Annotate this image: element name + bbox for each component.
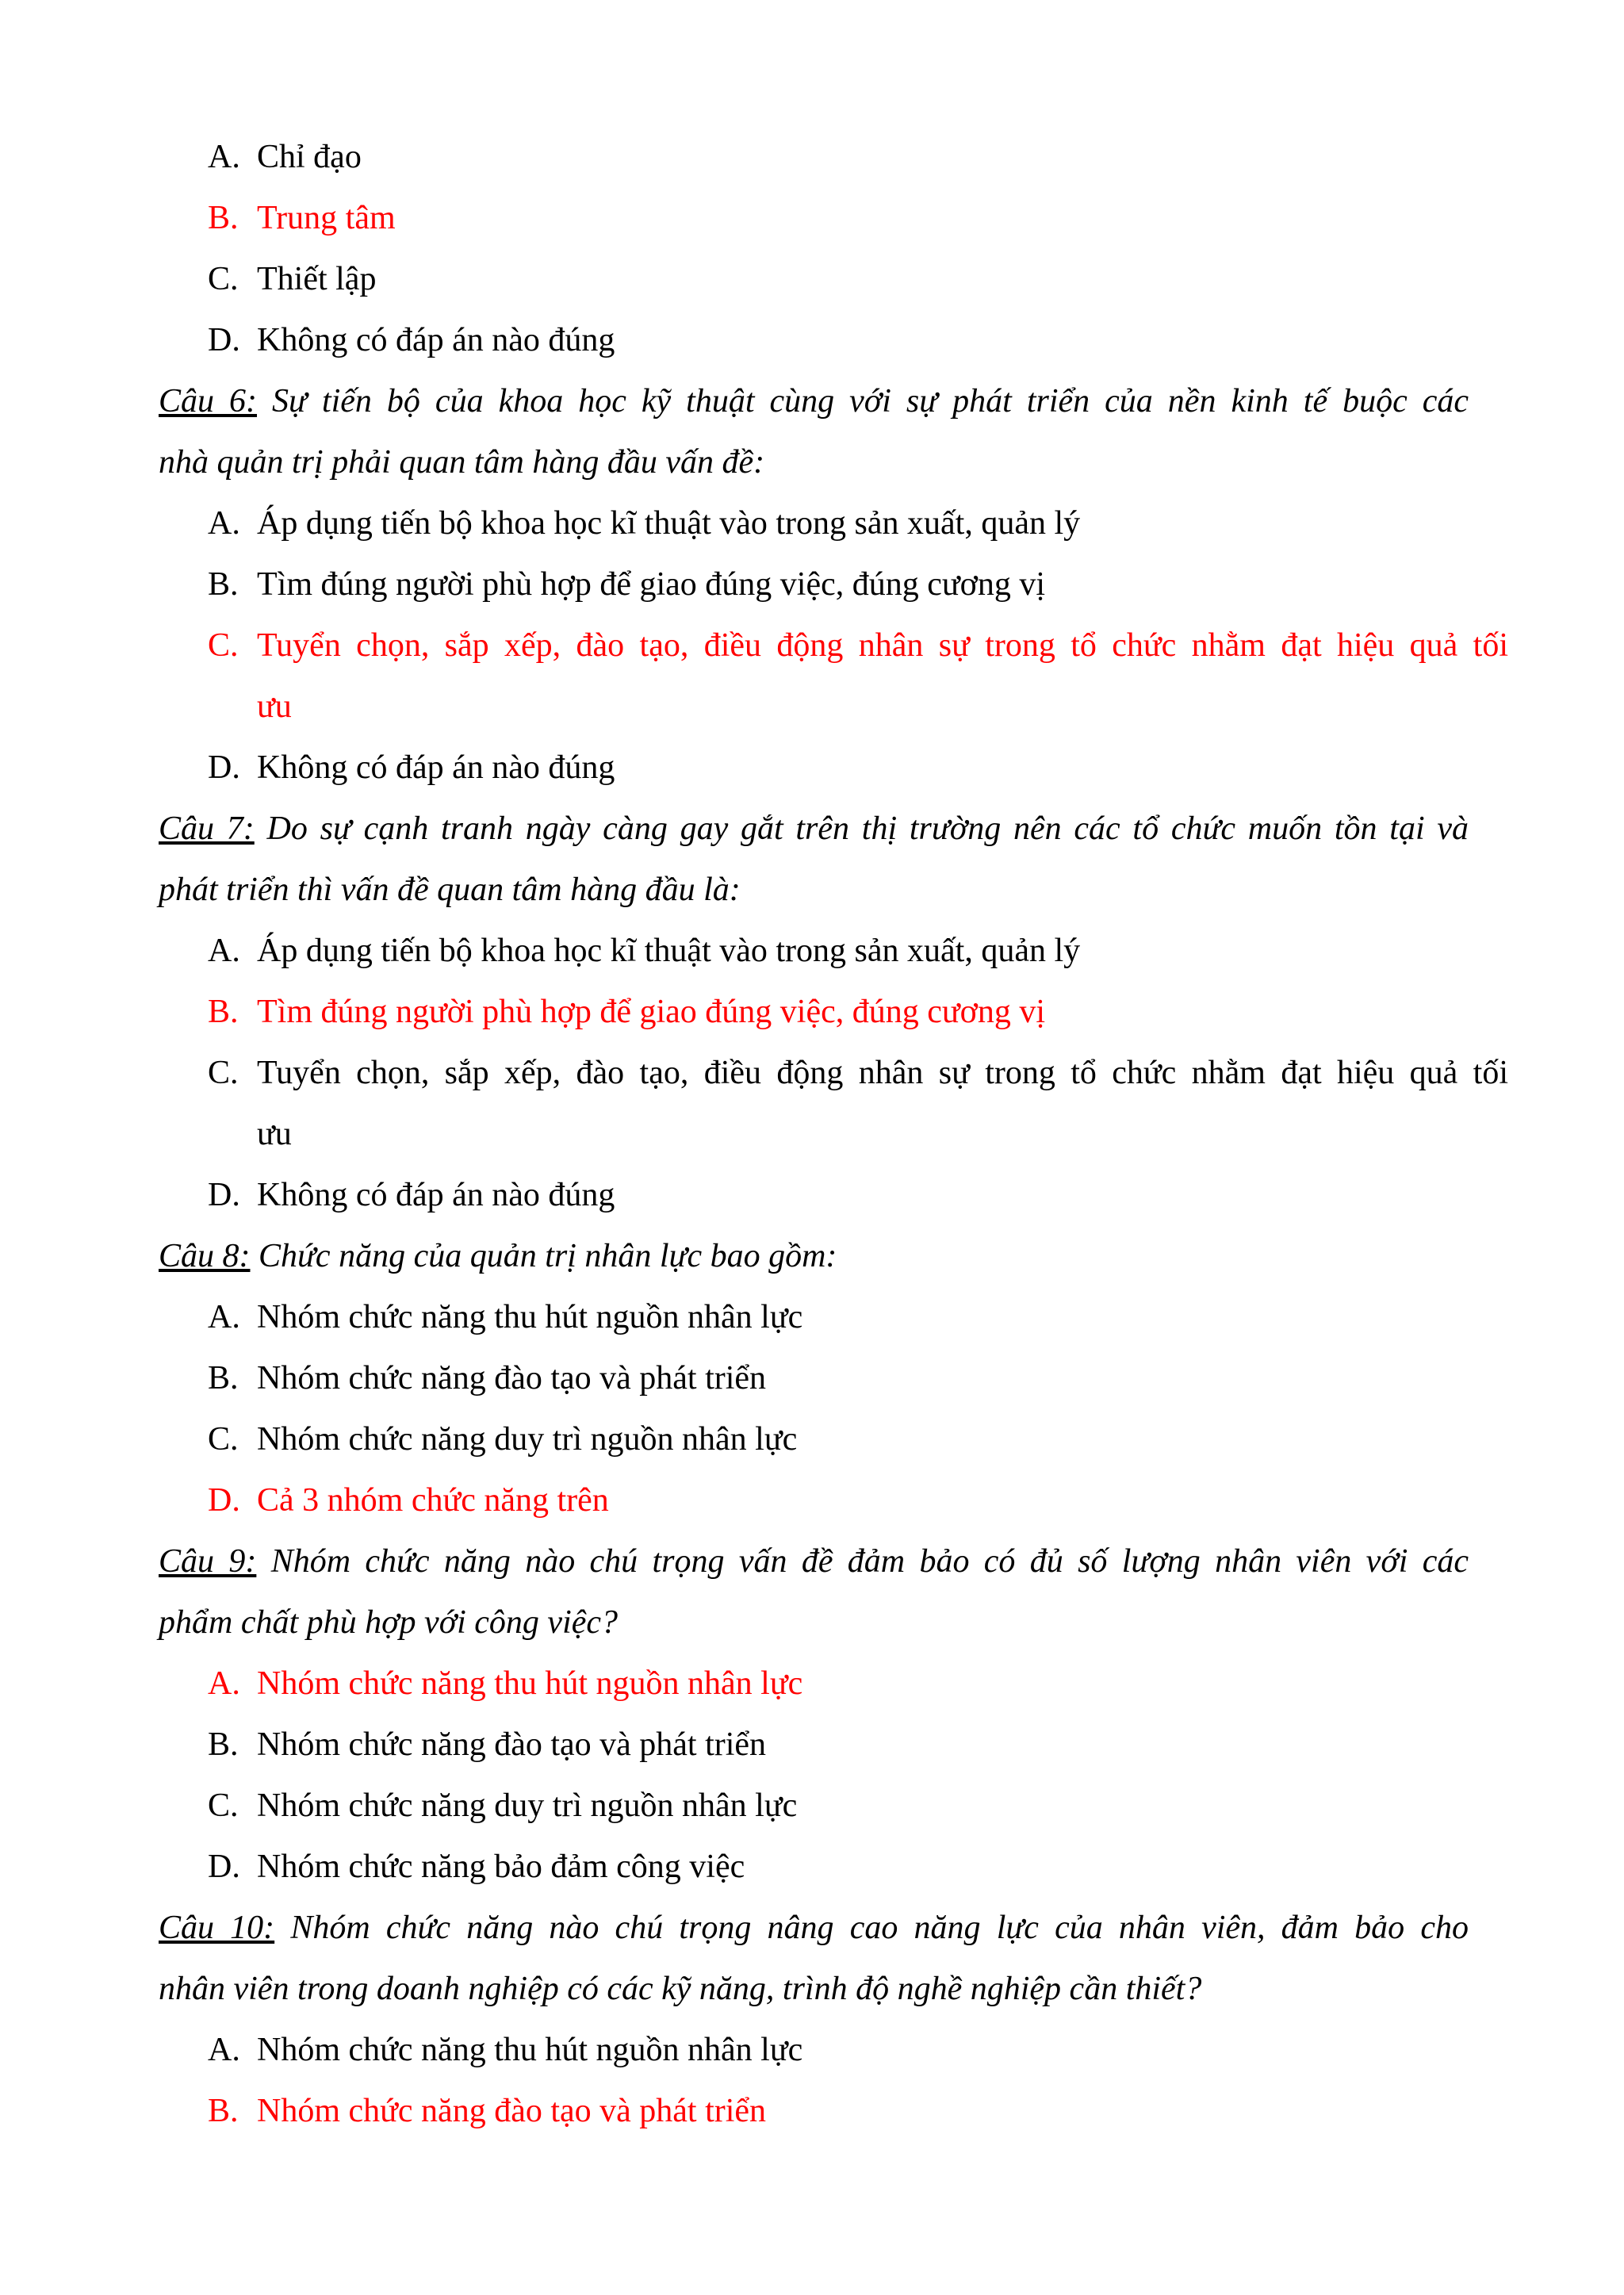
question-label: Câu 10: [159, 1910, 275, 1946]
question-10-option-a [0, 2026, 1624, 2074]
question-6-option-c-correct [0, 622, 1508, 669]
option-letter: A. [208, 933, 240, 969]
question-text: Nhóm chức năng nào chú trọng nâng cao năng lực của nhân viên, đảm bảo cho [290, 1910, 1469, 1946]
option-text: Không có đáp án nào đúng [257, 1177, 615, 1213]
option-text: Cả 3 nhóm chức năng trên [257, 1482, 609, 1519]
question-7-option-a [0, 927, 1624, 975]
question-7-option-c-cont [0, 1110, 1624, 1158]
option-text: Tuyển chọn, sắp xếp, đào tạo, điều động nhân sự trong tổ chức nhằm đạt hiệu quả tối [257, 627, 1508, 664]
option-text: Nhóm chức năng duy trì nguồn nhân lực [257, 1421, 798, 1458]
question-6-stem-cont [0, 439, 1624, 486]
option-text: Áp dụng tiến bộ khoa học kĩ thuật vào trong sản xuất, quản lý [257, 505, 1081, 542]
question-label: Câu 7: [159, 810, 255, 847]
option-text: Nhóm chức năng bảo đảm công việc [257, 1849, 745, 1885]
question-10-stem [0, 1904, 1469, 1952]
question-9-stem [0, 1538, 1469, 1585]
question-text: phẩm chất phù hợp với công việc? [159, 1604, 619, 1641]
option-text: Thiết lập [257, 261, 377, 297]
question-6-option-b [0, 561, 1624, 608]
option-letter: A. [208, 1665, 240, 1702]
question-text: nhà quản trị phải quan tâm hàng đầu vấn đề: [159, 444, 765, 481]
question-text: Sự tiến bộ của khoa học kỹ thuật cùng với sự phát triển của nền kinh tế buộc các [272, 383, 1469, 420]
question-text: nhân viên trong doanh nghiệp có các kỹ năng, trình độ nghề nghiệp cần thiết? [159, 1971, 1202, 2007]
question-7-option-d [0, 1171, 1624, 1219]
option-letter: A. [208, 139, 240, 175]
question-text: Nhóm chức năng nào chú trọng vấn đề đảm bảo có đủ số lượng nhân viên với các [270, 1543, 1469, 1580]
option-letter: B. [208, 200, 239, 236]
option-letter: B. [208, 994, 239, 1030]
option-text: Tìm đúng người phù hợp để giao đúng việc, đúng cương vị [257, 566, 1046, 603]
question-9-option-b [0, 1721, 1624, 1768]
option-text: Nhóm chức năng đào tạo và phát triển [257, 2093, 767, 2129]
question-9-stem-cont [0, 1599, 1624, 1646]
option-letter: C. [208, 1055, 239, 1091]
option-letter: B. [208, 2093, 239, 2129]
question-text: Chức năng của quản trị nhân lực bao gồm: [259, 1238, 837, 1274]
option-letter: D. [208, 322, 240, 358]
question-6-option-c-cont [0, 683, 1624, 730]
option-text: Nhóm chức năng duy trì nguồn nhân lực [257, 1787, 798, 1824]
question-7-option-b-correct [0, 988, 1624, 1036]
option-text: Nhóm chức năng đào tạo và phát triển [257, 1360, 767, 1397]
option-text: Không có đáp án nào đúng [257, 749, 615, 786]
option-text: Nhóm chức năng thu hút nguồn nhân lực [257, 1299, 803, 1335]
option-letter: B. [208, 1726, 239, 1763]
question-9-option-d [0, 1843, 1624, 1891]
option-letter: B. [208, 1360, 239, 1397]
option-letter: B. [208, 566, 239, 603]
option-text: Nhóm chức năng thu hút nguồn nhân lực [257, 2032, 803, 2068]
option-letter: A. [208, 2032, 240, 2068]
option-letter: D. [208, 749, 240, 786]
option-a [0, 133, 1624, 181]
question-6-option-d [0, 744, 1624, 791]
option-d [0, 316, 1624, 364]
question-8-option-b [0, 1354, 1624, 1402]
question-8-option-c [0, 1416, 1624, 1463]
option-text: Chỉ đạo [257, 139, 362, 175]
option-text: Áp dụng tiến bộ khoa học kĩ thuật vào trong sản xuất, quản lý [257, 933, 1081, 969]
question-label: Câu 8: [159, 1238, 251, 1274]
option-letter: C. [208, 627, 239, 664]
question-6-stem [0, 377, 1469, 425]
question-8-option-a [0, 1293, 1624, 1341]
question-7-stem [0, 805, 1469, 852]
question-label: Câu 9: [159, 1543, 257, 1580]
question-text: phát triển thì vấn đề quan tâm hàng đầu là: [159, 872, 741, 908]
option-text: Nhóm chức năng đào tạo và phát triển [257, 1726, 767, 1763]
question-label: Câu 6: [159, 383, 258, 420]
option-text: Nhóm chức năng thu hút nguồn nhân lực [257, 1665, 803, 1702]
option-b-correct [0, 194, 1624, 242]
option-text: Trung tâm [257, 200, 396, 236]
option-letter: D. [208, 1849, 240, 1885]
option-letter: C. [208, 1421, 239, 1458]
option-text: Tìm đúng người phù hợp để giao đúng việc, đúng cương vị [257, 994, 1046, 1030]
question-10-stem-cont [0, 1965, 1624, 2013]
question-8-option-d-correct [0, 1477, 1624, 1524]
option-letter: A. [208, 505, 240, 542]
question-10-option-b-correct [0, 2087, 1624, 2135]
option-text: Không có đáp án nào đúng [257, 322, 615, 358]
question-7-stem-cont [0, 866, 1624, 914]
option-letter: D. [208, 1482, 240, 1519]
option-letter: A. [208, 1299, 240, 1335]
question-9-option-a-correct [0, 1660, 1624, 1707]
option-text: ưu [257, 1116, 292, 1152]
option-text: Tuyển chọn, sắp xếp, đào tạo, điều động nhân sự trong tổ chức nhằm đạt hiệu quả tối [257, 1055, 1508, 1091]
question-9-option-c [0, 1782, 1624, 1829]
question-7-option-c [0, 1049, 1508, 1097]
option-letter: C. [208, 261, 239, 297]
option-text: ưu [257, 688, 292, 725]
option-letter: C. [208, 1787, 239, 1824]
question-6-option-a [0, 500, 1624, 547]
option-letter: D. [208, 1177, 240, 1213]
question-8-stem [0, 1232, 1624, 1280]
option-c [0, 255, 1624, 303]
question-text: Do sự cạnh tranh ngày càng gay gắt trên thị trường nên các tổ chức muốn tồn tại và [266, 810, 1469, 847]
